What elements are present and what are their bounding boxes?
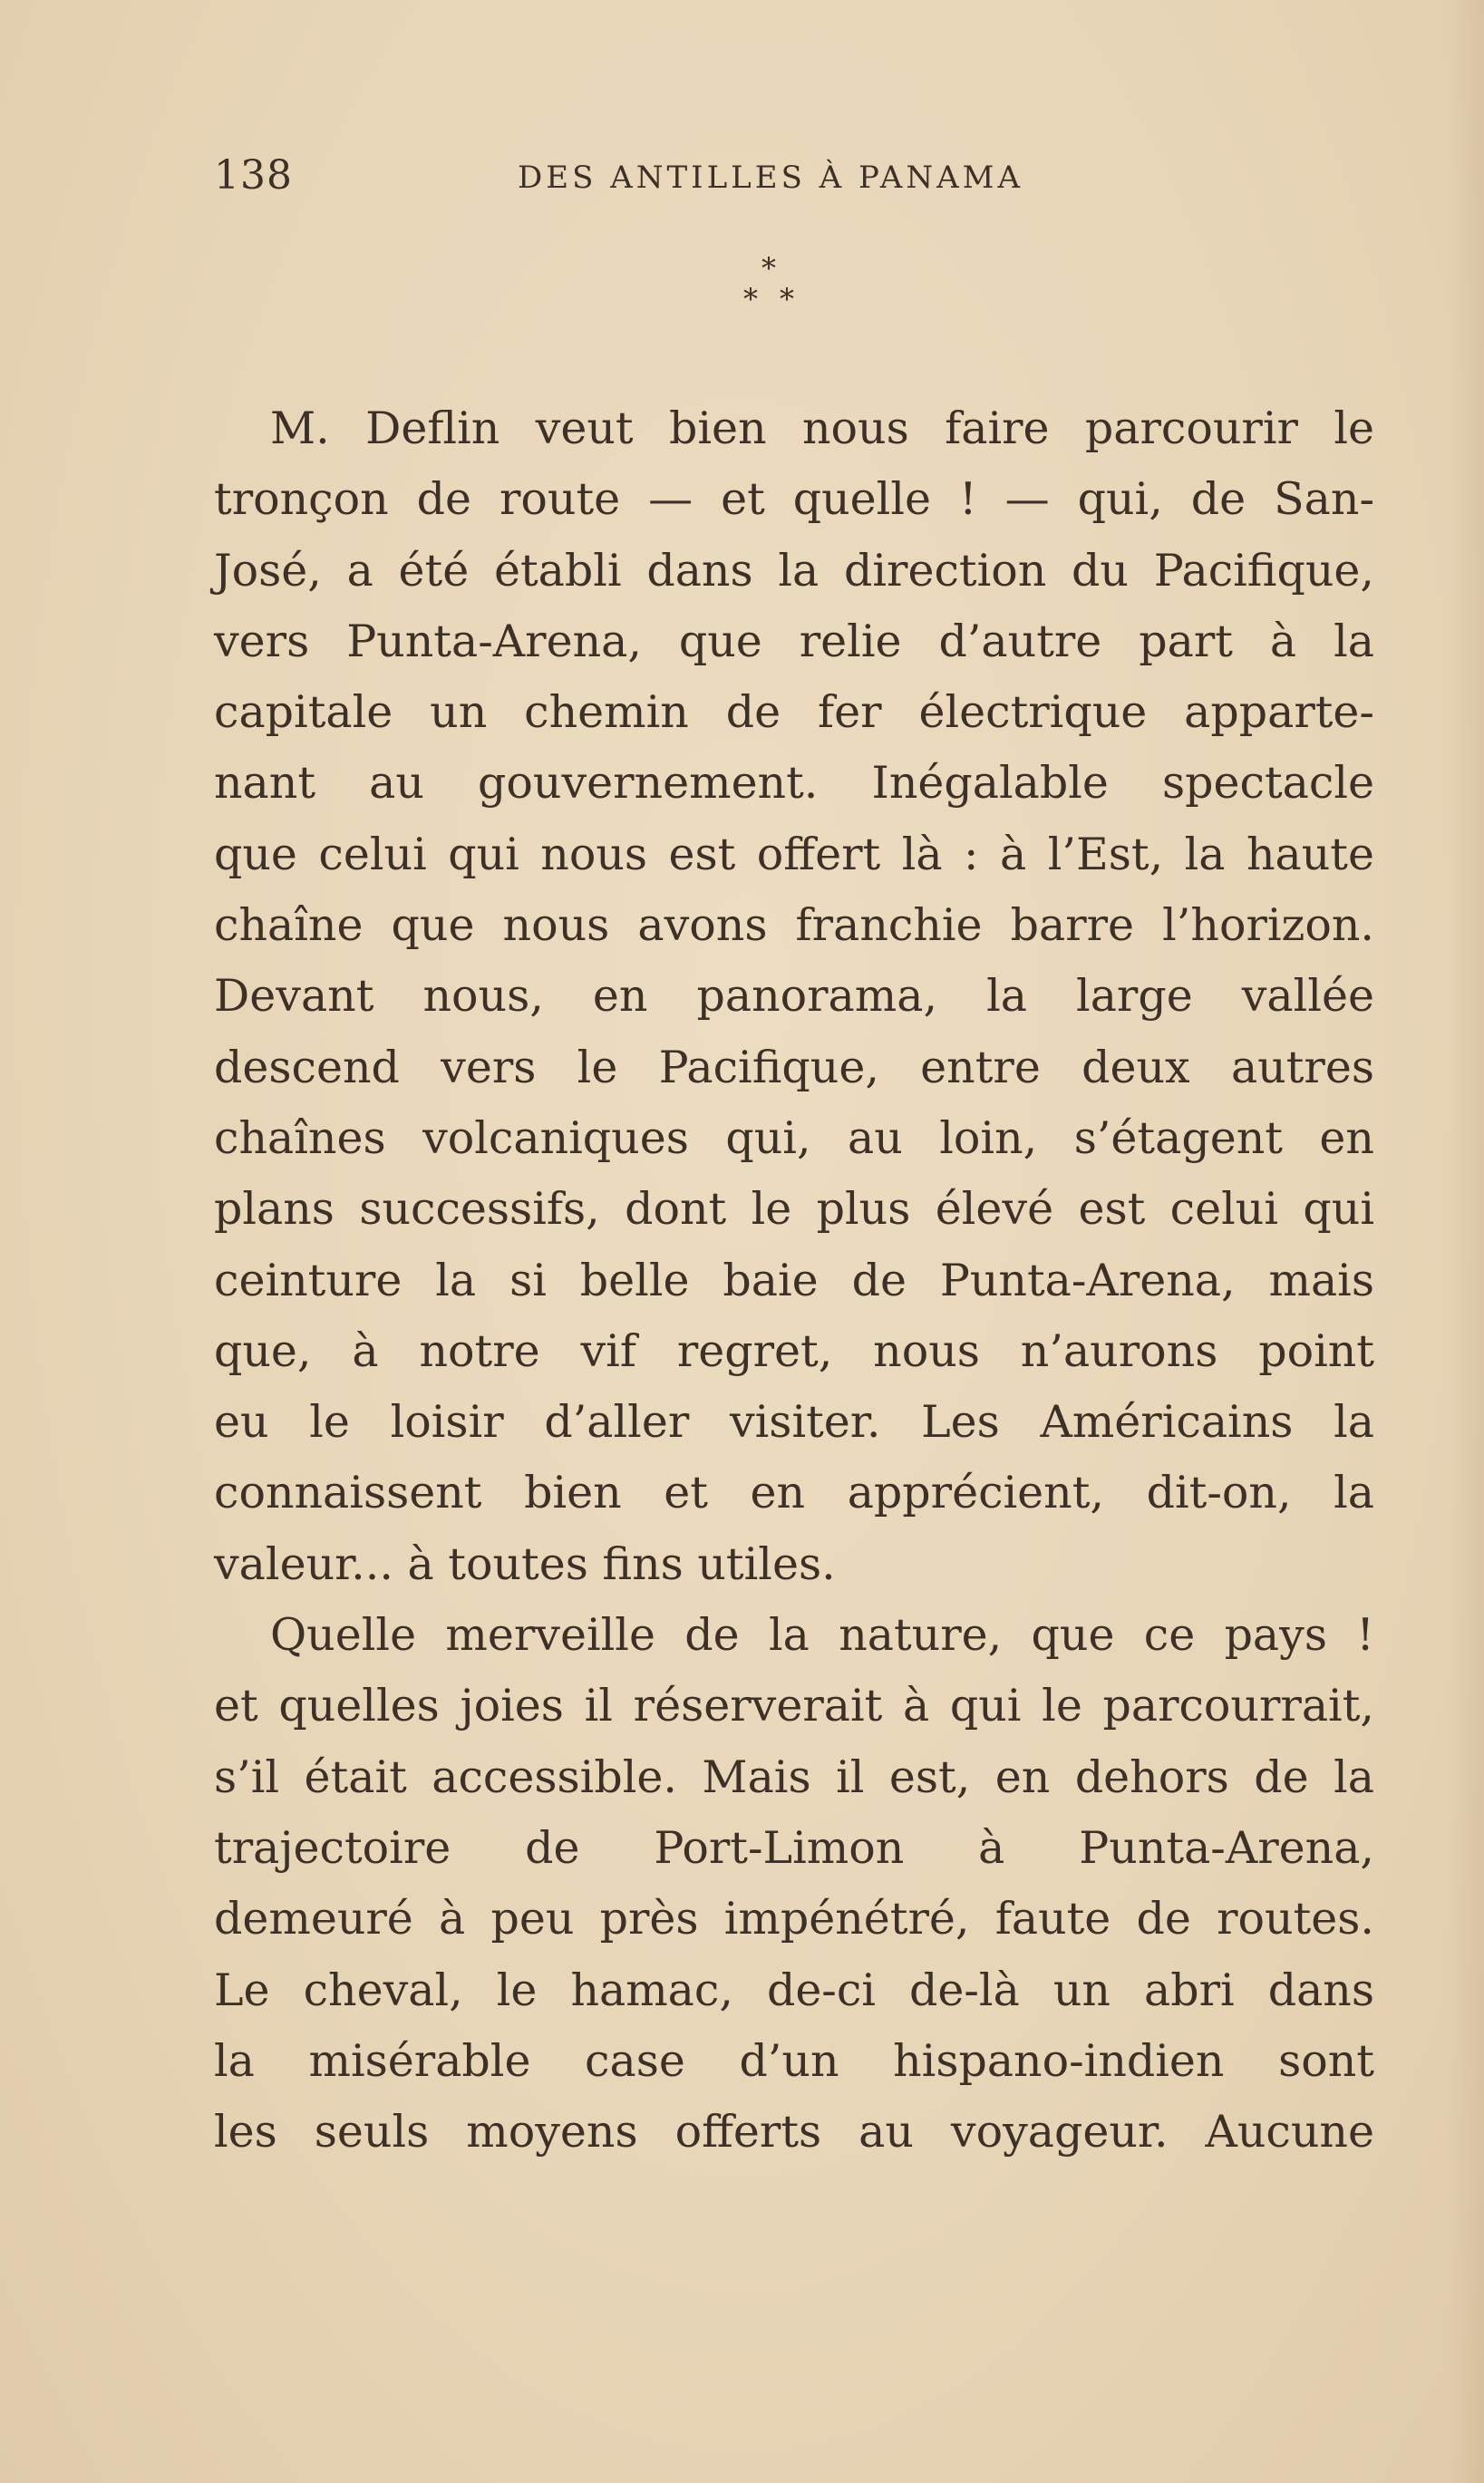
asterisk-right: * <box>780 282 794 316</box>
body-text <box>214 393 1374 2168</box>
text-line: M. Deflin veut bien nous faire parcourir le <box>270 403 1374 454</box>
text-line: les seuls moyens offerts au voyageur. Aucune <box>214 2106 1374 2158</box>
text-line: s’il était accessible. Mais il est, en dehors de la <box>214 1751 1374 1803</box>
text-line: José, a été établi dans la direction du Pacifique, <box>214 544 1374 597</box>
text-line: et quelles joies il réserverait à qui le parcourrait, <box>214 1680 1374 1732</box>
page-number: 138 <box>214 152 293 199</box>
text-line: capitale un chemin de fer électrique apparte- <box>214 686 1374 739</box>
paragraph-2 <box>214 1600 1374 2168</box>
text-line: chaîne que nous avons franchie barre l’horizon. <box>214 899 1374 952</box>
text-line: descend vers le Pacifique, entre deux autres <box>214 1041 1374 1093</box>
text-line: vers Punta-Arena, que relie d’autre part à la <box>214 615 1374 667</box>
text-line: que celui qui nous est offert là : à l’Est, la haute <box>214 828 1374 880</box>
text-line: tronçon de route — et quelle ! — qui, de San- <box>214 473 1374 526</box>
text-line: que, à notre vif regret, nous n’aurons point <box>214 1324 1374 1377</box>
page-header <box>214 152 1374 207</box>
asterisk-left: * <box>743 282 758 316</box>
text-line: connaissent bien et en apprécient, dit-on, la <box>214 1467 1374 1519</box>
running-title: DES ANTILLES À PANAMA <box>518 160 1024 196</box>
text-line: trajectoire de Port-Limon à Punta-Arena, <box>214 1821 1374 1874</box>
asterisk-top: * <box>761 251 776 286</box>
text-line: plans successifs, dont le plus élevé est celui qui <box>214 1183 1374 1236</box>
text-line: la misérable case d’un hispano-indien sont <box>214 2034 1374 2087</box>
page-edge-shadow <box>1448 0 1484 2483</box>
text-line: valeur... à toutes fins utiles. <box>214 1537 836 1590</box>
text-line: Devant nous, en panorama, la large vallée <box>214 970 1374 1023</box>
text-line: nant au gouvernement. Inégalable spectacle <box>214 757 1374 810</box>
paragraph-1 <box>214 393 1374 1600</box>
text-line: Le cheval, le hamac, de-ci de-là un abri dans <box>214 1964 1374 2016</box>
text-line: Quelle merveille de la nature, que ce pays ! <box>270 1609 1374 1662</box>
text-line: demeuré à peu près impénétré, faute de routes. <box>214 1893 1374 1945</box>
text-line: eu le loisir d’aller visiter. Les Américains la <box>214 1396 1374 1449</box>
text-line: chaînes volcaniques qui, au loin, s’étagent en <box>214 1111 1374 1164</box>
section-separator-asterism <box>743 251 798 326</box>
text-line: ceinture la si belle baie de Punta-Arena, mais <box>214 1254 1374 1306</box>
